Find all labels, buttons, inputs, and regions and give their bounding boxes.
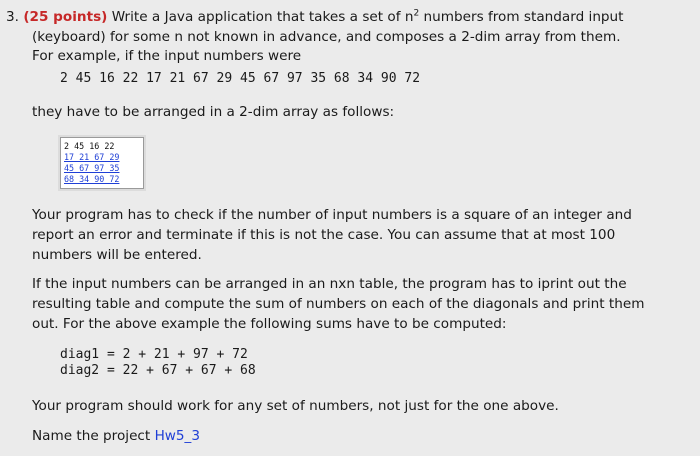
- question-line-1: [6, 8, 624, 27]
- array-row: 17 21 67 29: [64, 152, 120, 162]
- array-row: 68 34 90 72: [64, 174, 120, 184]
- diag1-line: diag1 = 2 + 21 + 97 + 72: [60, 347, 248, 362]
- question-line-2: (keyboard) for some n not known in advance, and composes a 2-dim array from them.: [32, 29, 621, 45]
- para3-line-1: If the input numbers can be arranged in an nxn table, the program has to iprint out the: [32, 276, 627, 292]
- para3-line-2: resulting table and compute the sum of numbers on each of the diagonals and print them: [32, 296, 645, 312]
- project-label: Name the project: [32, 428, 155, 444]
- superscript: 2: [413, 8, 420, 19]
- project-name: Hw5_3: [154, 428, 200, 444]
- question-line-3: For example, if the input numbers were: [32, 48, 302, 64]
- para2-line-3: numbers will be entered.: [32, 247, 202, 263]
- input-numbers: 2 45 16 22 17 21 67 29 45 67 97 35 68 34 90 72: [60, 71, 421, 86]
- arranged-text: they have to be arranged in a 2-dim array as follows:: [32, 104, 395, 120]
- diag2-line: diag2 = 22 + 67 + 67 + 68: [60, 363, 256, 378]
- question-number: 3.: [6, 9, 19, 25]
- project-line: [32, 427, 200, 446]
- question-intro-end: numbers from standard input: [419, 9, 624, 25]
- array-table-image: [60, 137, 144, 189]
- points-badge: (25 points): [23, 9, 108, 25]
- question-intro: Write a Java application that takes a set of n: [111, 9, 414, 25]
- para4: Your program should work for any set of numbers, not just for the one above.: [32, 398, 559, 414]
- array-row: 2 45 16 22: [64, 141, 115, 151]
- para3-line-3: out. For the above example the following sums have to be computed:: [32, 316, 507, 332]
- array-row: 45 67 97 35: [64, 163, 120, 173]
- para2-line-2: report an error and terminate if this is not the case. You can assume that at most 100: [32, 227, 616, 243]
- para2-line-1: Your program has to check if the number of input numbers is a square of an integer and: [32, 207, 632, 223]
